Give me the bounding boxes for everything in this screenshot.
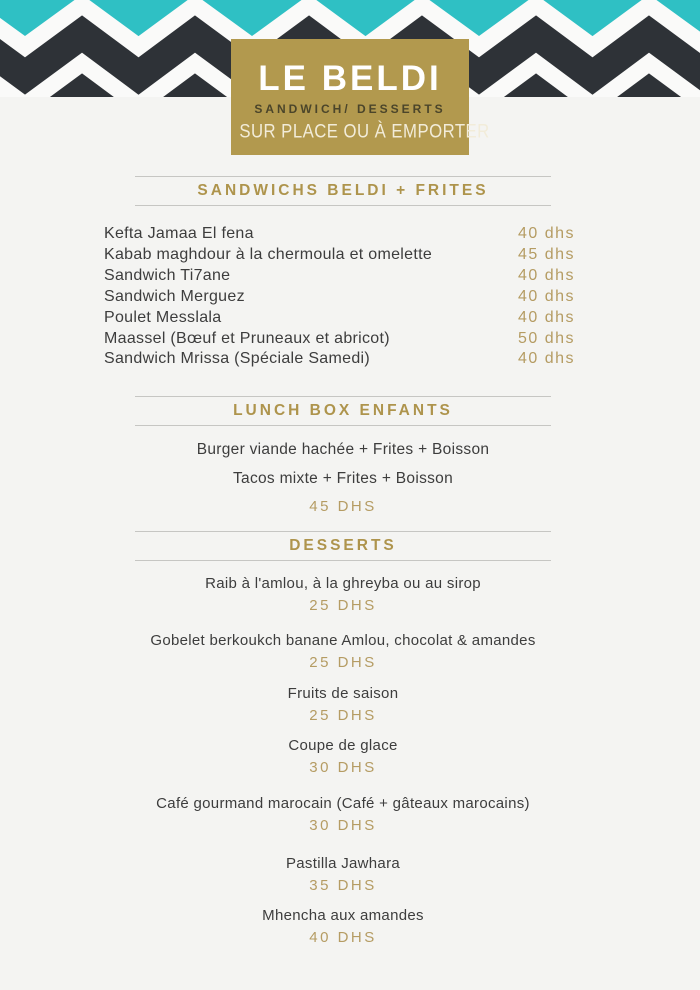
menu-content (104, 97, 582, 946)
item-name: Sandwich Mrissa (Spéciale Samedi) (104, 350, 371, 368)
item-price: 35 DHS (309, 877, 377, 895)
item-name: Sandwich Merguez (104, 287, 245, 305)
item-name: Pastilla Jawhara (285, 855, 401, 873)
item-name: Café gourmand marocain (Café + gâteaux marocains) (156, 795, 530, 813)
dessert-item (104, 633, 582, 671)
item-price: 40 dhs (517, 308, 575, 326)
item-price: 40 dhs (517, 350, 575, 368)
lunchbox-price: 45 DHS (309, 498, 377, 516)
section-title: DESSERTS (289, 537, 397, 555)
menu-item-row (104, 266, 582, 287)
item-price: 25 DHS (309, 654, 377, 672)
item-price: 30 DHS (309, 759, 377, 777)
brand-subtitle: SANDWICH/ DESSERTS (254, 102, 446, 116)
brand-tagline: SUR PLACE OU À EMPORTER (239, 120, 490, 142)
menu-item-row (104, 329, 582, 350)
item-name: Kabab maghdour à la chermoula et omelette (104, 245, 433, 263)
dessert-item (104, 686, 582, 724)
brand-card (231, 39, 490, 155)
item-name: Gobelet berkoukch banane Amlou, chocolat & amandes (150, 632, 536, 650)
item-name: Kefta Jamaa El fena (104, 225, 254, 242)
section-header-sandwichs (135, 176, 551, 206)
dessert-item (104, 796, 582, 834)
menu-item-row (104, 287, 582, 308)
item-price: 40 dhs (517, 225, 575, 242)
menu-item-row (104, 224, 582, 245)
lunchbox-option: Burger viande hachée + Frites + Boisson (196, 441, 490, 459)
section-title: LUNCH BOX ENFANTS (233, 402, 453, 420)
dessert-item (104, 576, 582, 614)
section-header-lunchbox (135, 396, 551, 426)
item-price: 40 dhs (517, 287, 575, 305)
item-name: Sandwich Ti7ane (104, 266, 231, 284)
dessert-item (104, 856, 582, 894)
menu-item-row (104, 349, 582, 370)
teal-zigzag-stripe (0, 0, 700, 18)
item-name: Raib à l'amlou, à la ghreyba ou au sirop (205, 575, 481, 593)
item-price: 40 dhs (517, 266, 575, 284)
item-price: 50 dhs (517, 329, 575, 347)
item-price: 45 dhs (517, 245, 575, 263)
dessert-item (104, 738, 582, 776)
menu-item-row (104, 245, 582, 266)
item-price: 40 DHS (309, 929, 377, 947)
item-price: 30 DHS (309, 817, 377, 835)
section-header-desserts (135, 531, 551, 561)
item-name: Poulet Messlala (104, 308, 222, 326)
dessert-item (104, 908, 582, 946)
menu-item-row (104, 308, 582, 329)
item-price: 25 DHS (309, 707, 377, 725)
restaurant-name: LE BELDI (258, 59, 442, 98)
lunchbox-option: Tacos mixte + Frites + Boisson (232, 470, 454, 488)
sandwichs-list (104, 224, 582, 370)
item-name: Mhencha aux amandes (262, 907, 424, 925)
item-price: 25 DHS (309, 597, 377, 615)
item-name: Fruits de saison (287, 685, 399, 703)
section-title: SANDWICHS BELDI + FRITES (197, 182, 489, 199)
item-name: Maassel (Bœuf et Pruneaux et abricot) (104, 329, 390, 347)
item-name: Coupe de glace (288, 737, 398, 755)
